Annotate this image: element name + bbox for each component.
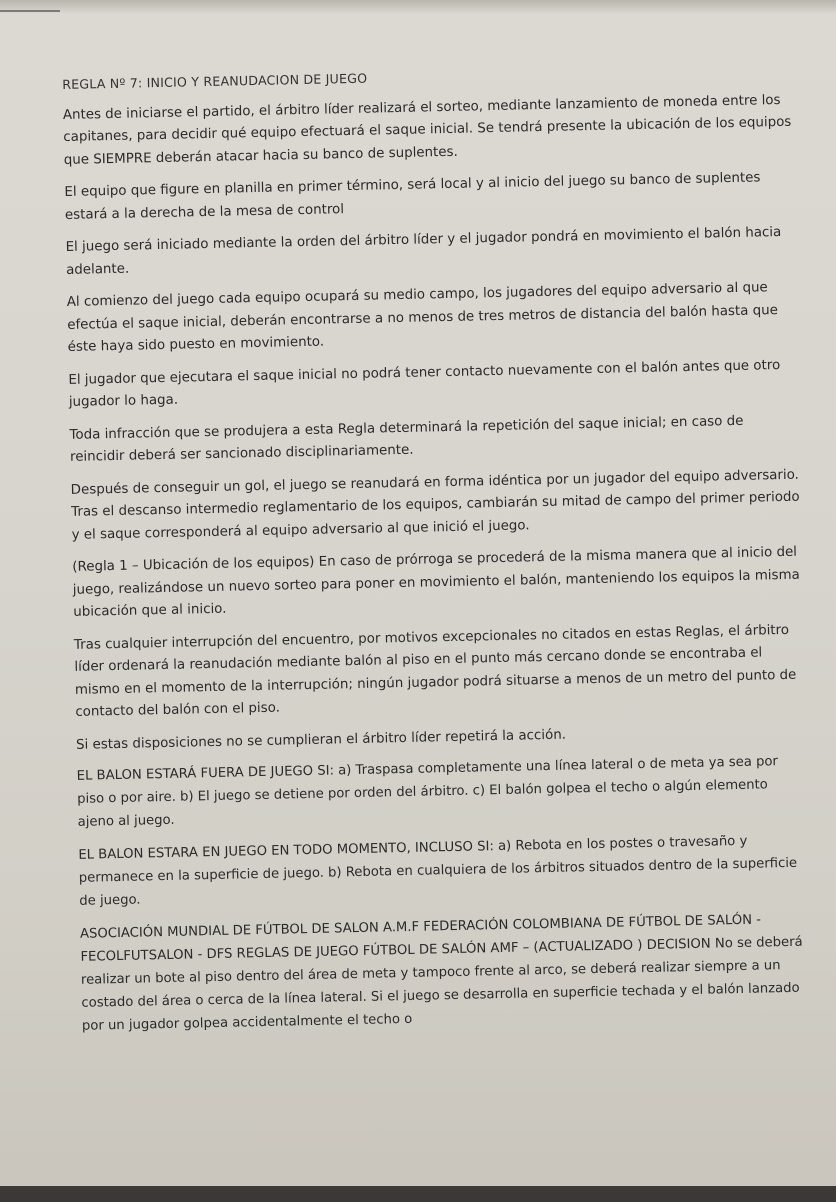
paragraph-home-team: El equipo que figure en planilla en primer término, será local y al inicio del juego su banco de suplentes estará a la derecha de la mesa de control: [64, 170, 761, 223]
rule-title: REGLA Nº 7: INICIO Y REANUDACION DE JUEGO: [62, 70, 368, 92]
paragraph-ball-out: EL BALON ESTARÁ FUERA DE JUEGO SI: a) Traspasa completamente una línea lateral o de meta ya sea por piso o por aire. b) El juego se detiene por orden del árbitro. c) El balón golpea el techo o algún elemento ajeno al juego.: [76, 754, 779, 830]
paragraph-kickoff-order: El juego será iniciado mediante la orden del árbitro líder y el jugador pondrá en movimiento el balón hacia adelante.: [65, 224, 782, 278]
corner-mark: [0, 10, 60, 12]
paper-bottom-edge: [0, 1186, 836, 1202]
paragraph-decision: ASOCIACIÓN MUNDIAL DE FÚTBOL DE SALON A.M.F FEDERACIÓN COLOMBIANA DE FÚTBOL DE SALÓN - FECOLFUTSALON - DFS REGLAS DE JUEGO FÚTBOL DE SALÓN AMF – (ACTUALIZADO ) DECISION No se deberá realizar un bote al piso dentro del área de meta y tampoco frente al arco, se deberá realizar siempre a un costado del área o cerca de la línea lateral. Si el juego se desarrolla en superficie techada y el balón lanzado por un jugador golpea accidentalmente el techo o: [79, 912, 803, 1034]
paper-top-edge: [0, 0, 836, 14]
paragraph-interruption: Tras cualquier interrupción del encuentro, por motivos excepcionales no citados en estas Reglas, el árbitro líder ordenará la reanudación mediante balón al piso en el punto más cercano donde se encontraba el mismo en el momento de la interrupción; ningún jugador podrá situarse a menos de un metro del punto de contacto del balón con el piso.: [73, 622, 797, 720]
paragraph-half-field: Al comienzo del juego cada equipo ocupará su medio campo, los jugadores del equipo adversario al que efectúa el saque inicial, deberán encontrarse a no menos de tres metros de distancia del balón hasta que éste haya sido puesto en movimiento.: [66, 280, 779, 355]
paragraph-coin-toss: Antes de iniciarse el partido, el árbitro líder realizará el sorteo, mediante lanzamiento de moneda entre los capitanes, para decidir qué equipo efectuará el saque inicial. Se tendrá presente la ubicación de los equipos que SIEMPRE deberán atacar hacia su banco de suplentes.: [62, 92, 792, 168]
paragraph-ball-in-play: EL BALON ESTARA EN JUEGO EN TODO MOMENTO, INCLUSO SI: a) Rebota en los postes o travesaño y permanece en la superficie de juego. b) Rebota en cualquiera de los árbitros situados dentro de la superficie de juego.: [78, 833, 798, 909]
paragraph-infraction: Toda infracción que se produjera a esta Regla determinará la repetición del saque inicial; en caso de reincidir deberá ser sancionado disciplinariamente.: [69, 413, 744, 465]
paragraph-repeat-action: Si estas disposiciones no se cumplieran el árbitro líder repetirá la acción.: [75, 727, 567, 753]
document-body: [62, 59, 812, 1048]
paragraph-extra-time: (Regla 1 – Ubicación de los equipos) En caso de prórroga se procederá de la misma manera que al inicio del juego, realizándose un nuevo sorteo para poner en movimiento el balón, manteniendo los equipos la misma ubicación que al inicio.: [72, 544, 800, 620]
paragraph-after-goal: Después de conseguir un gol, el juego se reanudará en forma idéntica por un jugador del equipo adversario. Tras el descanso intermedio reglamentario de los equipos, cambiarán su mitad de campo del primer periodo y el saque corresponderá al equipo adversario al que inició el juego.: [70, 467, 800, 543]
paragraph-second-touch: El jugador que ejecutara el saque inicial no podrá tener contacto nuevamente con el balón antes que otro jugador lo haga.: [68, 357, 781, 410]
